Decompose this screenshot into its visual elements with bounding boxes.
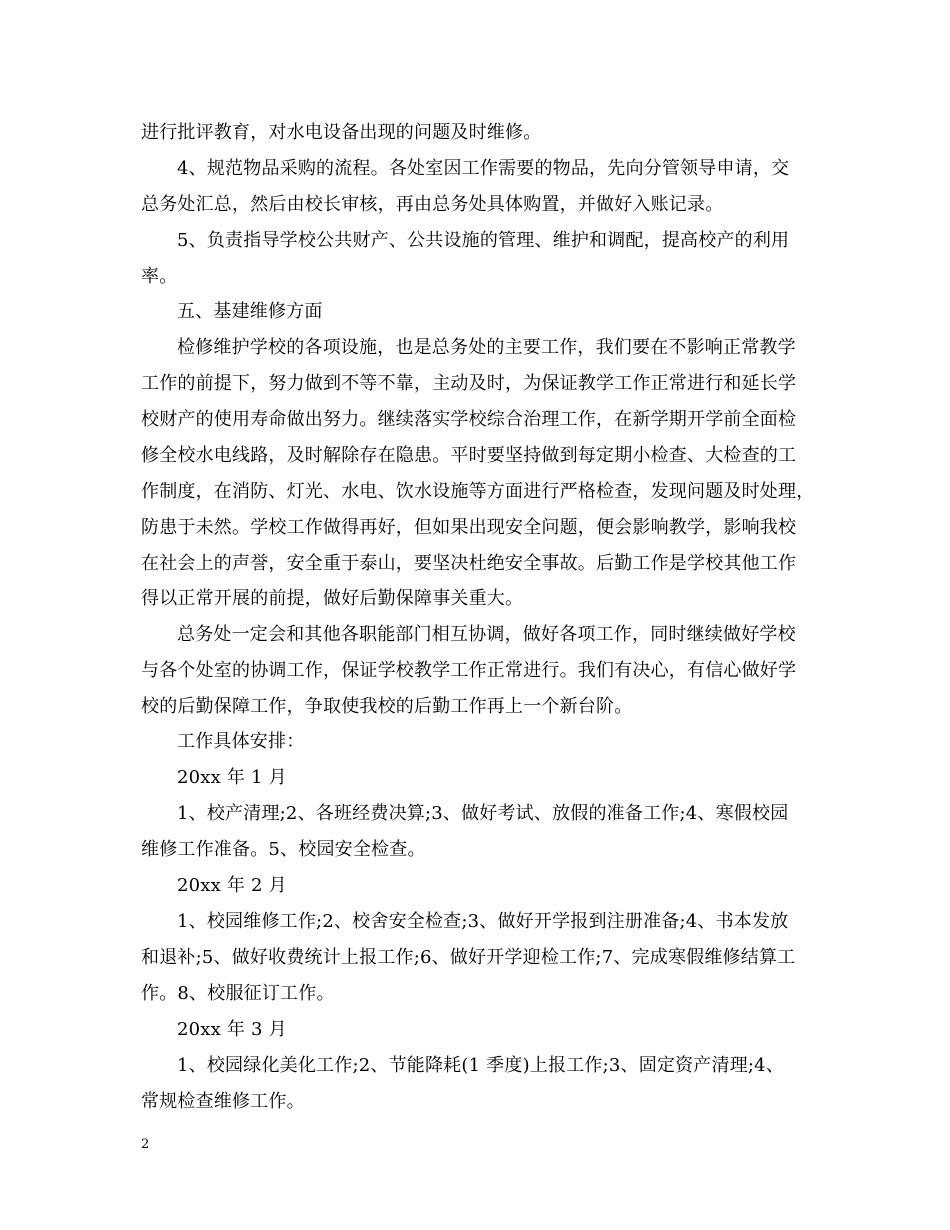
month-heading: 20xx 年 1 月 <box>177 767 287 788</box>
text-line: 总务处汇总，然后由校长审核，再由总务处具体购置，并做好入账记录。 <box>141 194 724 215</box>
text-line: 防患于未然。学校工作做得再好，但如果出现安全问题，便会影响教学，影响我校 <box>141 517 797 538</box>
text-line: 在社会上的声誉，安全重于泰山，要坚决杜绝安全事故。后勤工作是学校其他工作 <box>141 553 797 574</box>
text-line: 1、校园维修工作;2、校舍安全检查;3、做好开学报到注册准备;4、书本发放 <box>177 911 789 932</box>
text-line: 5、负责指导学校公共财产、公共设施的管理、维护和调配，提高校产的利用 <box>177 230 790 251</box>
text-line: 检修维护学校的各项设施，也是总务处的主要工作，我们要在不影响正常教学 <box>177 337 796 358</box>
text-line: 和退补;5、做好收费统计上报工作;6、做好开学迎检工作;7、完成寒假维修结算工 <box>141 947 796 968</box>
schedule-heading: 工作具体安排： <box>177 731 305 752</box>
text-line: 进行批评教育，对水电设备出现的问题及时维修。 <box>141 122 542 143</box>
text-line: 与各个处室的协调工作，保证学校教学工作正常进行。我们有决心，有信心做好学 <box>141 660 797 681</box>
text-line: 作。8、校服征订工作。 <box>141 983 335 1004</box>
month-heading: 20xx 年 2 月 <box>177 875 287 896</box>
section-heading: 五、基建维修方面 <box>177 301 323 322</box>
month-heading: 20xx 年 3 月 <box>177 1019 287 1040</box>
text-line: 1、校园绿化美化工作;2、节能降耗(1 季度)上报工作;3、固定资产清理;4、 <box>177 1055 785 1076</box>
text-line: 率。 <box>141 266 178 287</box>
page-number: 2 <box>141 1137 150 1152</box>
text-line: 总务处一定会和其他各职能部门相互协调，做好各项工作，同时继续做好学校 <box>177 624 796 645</box>
text-line: 4、规范物品采购的流程。各处室因工作需要的物品，先向分管领导申请，交 <box>177 158 790 179</box>
text-line: 得以正常开展的前提，做好后勤保障事关重大。 <box>141 588 524 609</box>
text-line: 作制度，在消防、灯光、水电、饮水设施等方面进行严格检查，发现问题及时处理， <box>141 481 815 502</box>
text-line: 1、校产清理;2、各班经费决算;3、做好考试、放假的准备工作;4、寒假校园 <box>177 803 789 824</box>
text-line: 常规检查维修工作。 <box>141 1091 305 1112</box>
text-line: 工作的前提下，努力做到不等不靠，主动及时，为保证教学工作正常进行和延长学 <box>141 373 797 394</box>
text-line: 校的后勤保障工作，争取使我校的后勤工作再上一个新台阶。 <box>141 696 633 717</box>
text-line: 修全校水电线路，及时解除存在隐患。平时要坚持做到每定期小检查、大检查的工 <box>141 445 797 466</box>
text-line: 维修工作准备。5、校园安全检查。 <box>141 839 426 860</box>
text-line: 校财产的使用寿命做出努力。继续落实学校综合治理工作，在新学期开学前全面检 <box>141 409 797 430</box>
